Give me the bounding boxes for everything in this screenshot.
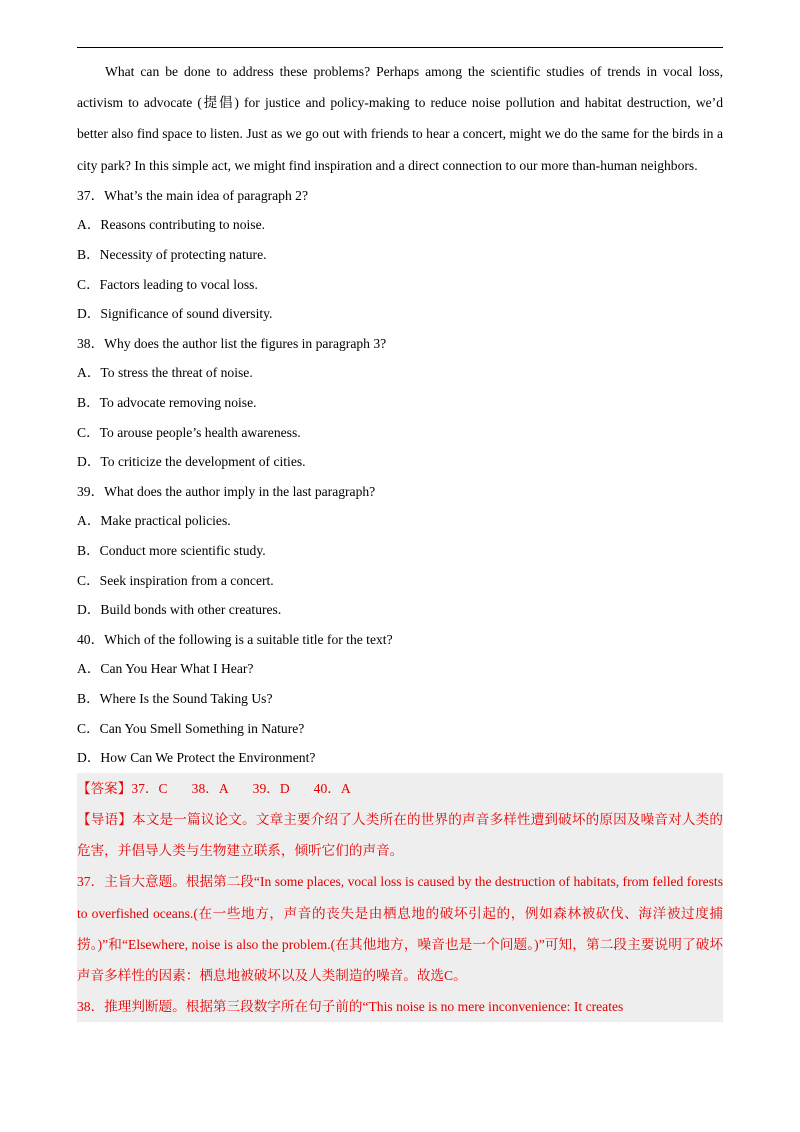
question-stem: 39．What does the author imply in the last paragraph? (77, 483, 376, 499)
option-d: D．To criticize the development of cities. (77, 454, 306, 470)
guide-text: 本文是一篇议论文。文章主要介绍了人类所在的世界的声音多样性遭到破坏的原因及噪音对人类的危害，并倡导人类与生物建立联系，倾听它们的声音。 (77, 811, 724, 859)
explanation-38: 38．推理判断题。根据第三段数字所在句子前的“This noise is no mere inconvenience: It creates (77, 991, 723, 1022)
question-stem: 40．Which of the following is a suitable title for the text? (77, 631, 393, 647)
option-c: C．Seek inspiration from a concert. (77, 572, 274, 588)
header-rule (77, 47, 723, 48)
answer-item: 37．C (131, 780, 168, 796)
answer-item: 39．D (252, 780, 290, 796)
option-d: D．Build bonds with other creatures. (77, 602, 282, 618)
guide-label: 【导语】 (77, 811, 132, 827)
option-b: B．Conduct more scientific study. (77, 542, 266, 558)
option-a: A．To stress the threat of noise. (77, 365, 253, 381)
answer-section (77, 773, 723, 1023)
option-c: C．To arouse people’s health awareness. (77, 424, 301, 440)
question-39 (77, 477, 723, 625)
option-c: C．Can You Smell Something in Nature? (77, 720, 305, 736)
answer-item: 38．A (191, 780, 229, 796)
question-40 (77, 625, 723, 773)
passage-paragraph: What can be done to address these problems? Perhaps among the scientific studies of trends in vocal loss, activism to advocate (提倡) for justice and policy-making to reduce noise pollution and habitat destruction, we’d better also find space to listen. Just as we go out with friends to hear a concert, might we do the same for the birds in a city park? In this simple act, we might find inspiration and a direct connection to our more than-human neighbors. (77, 64, 723, 173)
question-stem: 37．What’s the main idea of paragraph 2? (77, 187, 309, 203)
answer-label: 【答案】 (77, 780, 132, 796)
question-38 (77, 329, 723, 477)
option-b: B．Where Is the Sound Taking Us? (77, 690, 273, 706)
option-a: A．Make practical policies. (77, 513, 231, 529)
option-a: A．Can You Hear What I Hear? (77, 661, 254, 677)
explanation-37: 37．主旨大意题。根据第二段“In some places, vocal loss is caused by the destruction of habitats, from felled forests to overfished oceans.(在一些地方，声音的丧失是由栖息地的破坏引起的，例如森林被砍伐、海洋被过度捕捞。)”和“Elsewhere, noise is also the problem.(在其他地方，噪音也是一个问题。)”可知，第二段主要说明了破坏声音多样性的因素：栖息地被破坏以及人类制造的噪音。故选C。 (77, 866, 723, 991)
option-d: D．How Can We Protect the Environment? (77, 750, 316, 766)
option-b: B．Necessity of protecting nature. (77, 247, 267, 262)
option-c: C．Factors leading to vocal loss. (77, 276, 258, 292)
answer-key (77, 773, 723, 804)
question-37 (77, 181, 723, 329)
question-stem: 38．Why does the author list the figures in paragraph 3? (77, 335, 387, 351)
option-d: D．Significance of sound diversity. (77, 306, 273, 322)
option-b: B．To advocate removing noise. (77, 394, 257, 410)
answer-item: 40．A (313, 780, 351, 796)
option-a: A．Reasons contributing to noise. (77, 217, 266, 233)
page-content (77, 56, 723, 1022)
guide-paragraph (77, 804, 723, 866)
